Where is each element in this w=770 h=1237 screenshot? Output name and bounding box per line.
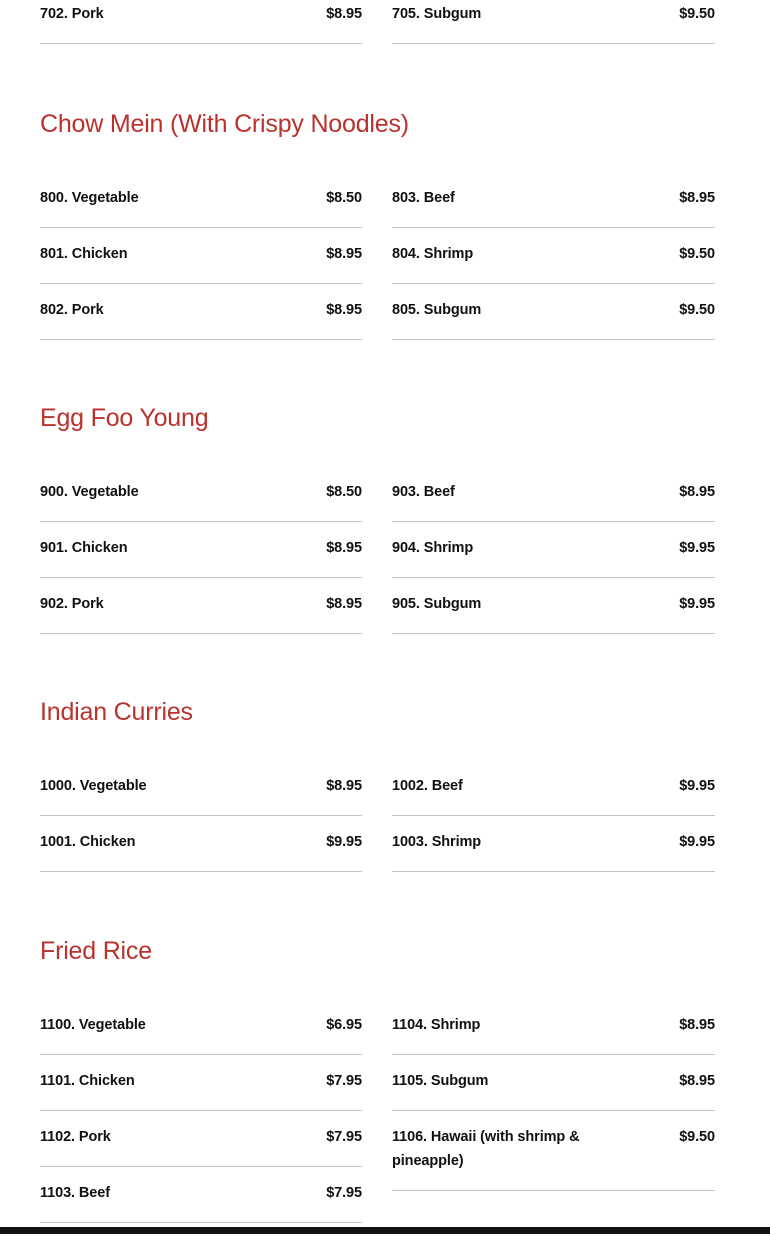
menu-item[interactable] xyxy=(40,1181,362,1223)
menu-item[interactable] xyxy=(40,2,362,44)
indian-curries-left-column xyxy=(40,774,362,886)
menu-item-name: 900. Vegetable xyxy=(40,484,139,500)
menu-item[interactable] xyxy=(40,1069,362,1111)
menu-item-name: 1104. Shrimp xyxy=(392,1017,481,1033)
fried-rice-left-column xyxy=(40,1013,362,1237)
menu-item-price: $8.95 xyxy=(326,596,362,612)
menu-item[interactable] xyxy=(392,1069,715,1111)
menu-item-price: $8.95 xyxy=(679,1073,715,1089)
section-title-egg-foo-young: Egg Foo Young xyxy=(40,404,209,432)
menu-item-price: $6.95 xyxy=(326,1017,362,1033)
menu-item-name: 902. Pork xyxy=(40,596,104,612)
menu-item-name: 1002. Beef xyxy=(392,778,463,794)
menu-item-price: $9.50 xyxy=(679,246,715,262)
menu-item[interactable] xyxy=(392,1013,715,1055)
menu-item-name: 1001. Chicken xyxy=(40,834,136,850)
menu-item-price: $9.95 xyxy=(679,596,715,612)
menu-item-name: 804. Shrimp xyxy=(392,246,474,262)
menu-item-price: $8.95 xyxy=(326,540,362,556)
menu-item-name: 1103. Beef xyxy=(40,1185,110,1201)
menu-item[interactable] xyxy=(40,480,362,522)
menu-item[interactable] xyxy=(40,298,362,340)
menu-item-price: $8.95 xyxy=(326,6,362,22)
menu-item-price: $8.95 xyxy=(326,302,362,318)
menu-item-price: $8.95 xyxy=(679,484,715,500)
menu-item-price: $7.95 xyxy=(326,1073,362,1089)
top-section-grid xyxy=(40,2,715,58)
menu-item[interactable] xyxy=(392,242,715,284)
menu-item-name: 905. Subgum xyxy=(392,596,482,612)
menu-item-price: $9.95 xyxy=(679,778,715,794)
menu-item-price: $8.50 xyxy=(326,484,362,500)
menu-item-name: 901. Chicken xyxy=(40,540,128,556)
menu-item-name: 1101. Chicken xyxy=(40,1073,135,1089)
menu-item[interactable] xyxy=(392,592,715,634)
menu-item-name: 1102. Pork xyxy=(40,1129,111,1145)
menu-item[interactable] xyxy=(40,774,362,816)
egg-foo-young-grid xyxy=(40,480,715,648)
menu-item[interactable] xyxy=(40,592,362,634)
menu-item[interactable] xyxy=(40,186,362,228)
menu-item-name: 1105. Subgum xyxy=(392,1073,489,1089)
menu-item-price: $9.95 xyxy=(326,834,362,850)
menu-item-name: 1106. Hawaii (with shrimp & pineapple) xyxy=(392,1129,580,1169)
menu-item[interactable] xyxy=(40,1125,362,1167)
menu-item-name: 1003. Shrimp xyxy=(392,834,482,850)
menu-item-price: $8.95 xyxy=(679,1017,715,1033)
menu-item-name: 702. Pork xyxy=(40,6,104,22)
section-title-indian-curries: Indian Curries xyxy=(40,698,193,726)
menu-item-name: 705. Subgum xyxy=(392,6,482,22)
menu-item-price: $8.95 xyxy=(326,778,362,794)
menu-item[interactable] xyxy=(392,774,715,816)
top-right-column xyxy=(392,2,715,58)
fried-rice-grid xyxy=(40,1013,715,1237)
menu-item[interactable] xyxy=(40,242,362,284)
menu-item-name: 1000. Vegetable xyxy=(40,778,147,794)
menu-item-name: 904. Shrimp xyxy=(392,540,474,556)
menu-item-name: 803. Beef xyxy=(392,190,455,206)
menu-item[interactable] xyxy=(392,480,715,522)
section-title-chow-mein: Chow Mein (With Crispy Noodles) xyxy=(40,110,409,138)
menu-item-price: $8.95 xyxy=(326,246,362,262)
top-left-column xyxy=(40,2,362,58)
menu-item-name: 802. Pork xyxy=(40,302,104,318)
menu-item-price: $9.50 xyxy=(679,302,715,318)
menu-item-price: $9.50 xyxy=(679,1129,715,1145)
chow-mein-right-column xyxy=(392,186,715,354)
menu-item-name: 903. Beef xyxy=(392,484,455,500)
menu-item-name: 800. Vegetable xyxy=(40,190,139,206)
menu-item[interactable] xyxy=(40,830,362,872)
menu-item[interactable] xyxy=(392,298,715,340)
menu-item[interactable] xyxy=(392,2,715,44)
menu-item-price: $8.95 xyxy=(679,190,715,206)
menu-item-price: $7.95 xyxy=(326,1129,362,1145)
footer-bar xyxy=(0,1227,770,1234)
menu-item-name: 801. Chicken xyxy=(40,246,128,262)
menu-item-price: $8.50 xyxy=(326,190,362,206)
menu-item[interactable] xyxy=(392,1125,715,1191)
menu-item-price: $9.95 xyxy=(679,540,715,556)
fried-rice-right-column xyxy=(392,1013,715,1237)
chow-mein-grid xyxy=(40,186,715,354)
menu-item[interactable] xyxy=(40,1013,362,1055)
chow-mein-left-column xyxy=(40,186,362,354)
egg-foo-young-right-column xyxy=(392,480,715,648)
menu-item-name: 1100. Vegetable xyxy=(40,1017,146,1033)
egg-foo-young-left-column xyxy=(40,480,362,648)
menu-item[interactable] xyxy=(392,186,715,228)
indian-curries-right-column xyxy=(392,774,715,886)
menu-item-price: $7.95 xyxy=(326,1185,362,1201)
menu-item-price: $9.50 xyxy=(679,6,715,22)
menu-item-price: $9.95 xyxy=(679,834,715,850)
menu-item[interactable] xyxy=(40,536,362,578)
menu-item[interactable] xyxy=(392,536,715,578)
menu-item-name: 805. Subgum xyxy=(392,302,482,318)
section-title-fried-rice: Fried Rice xyxy=(40,937,152,965)
indian-curries-grid xyxy=(40,774,715,886)
menu-item[interactable] xyxy=(392,830,715,872)
